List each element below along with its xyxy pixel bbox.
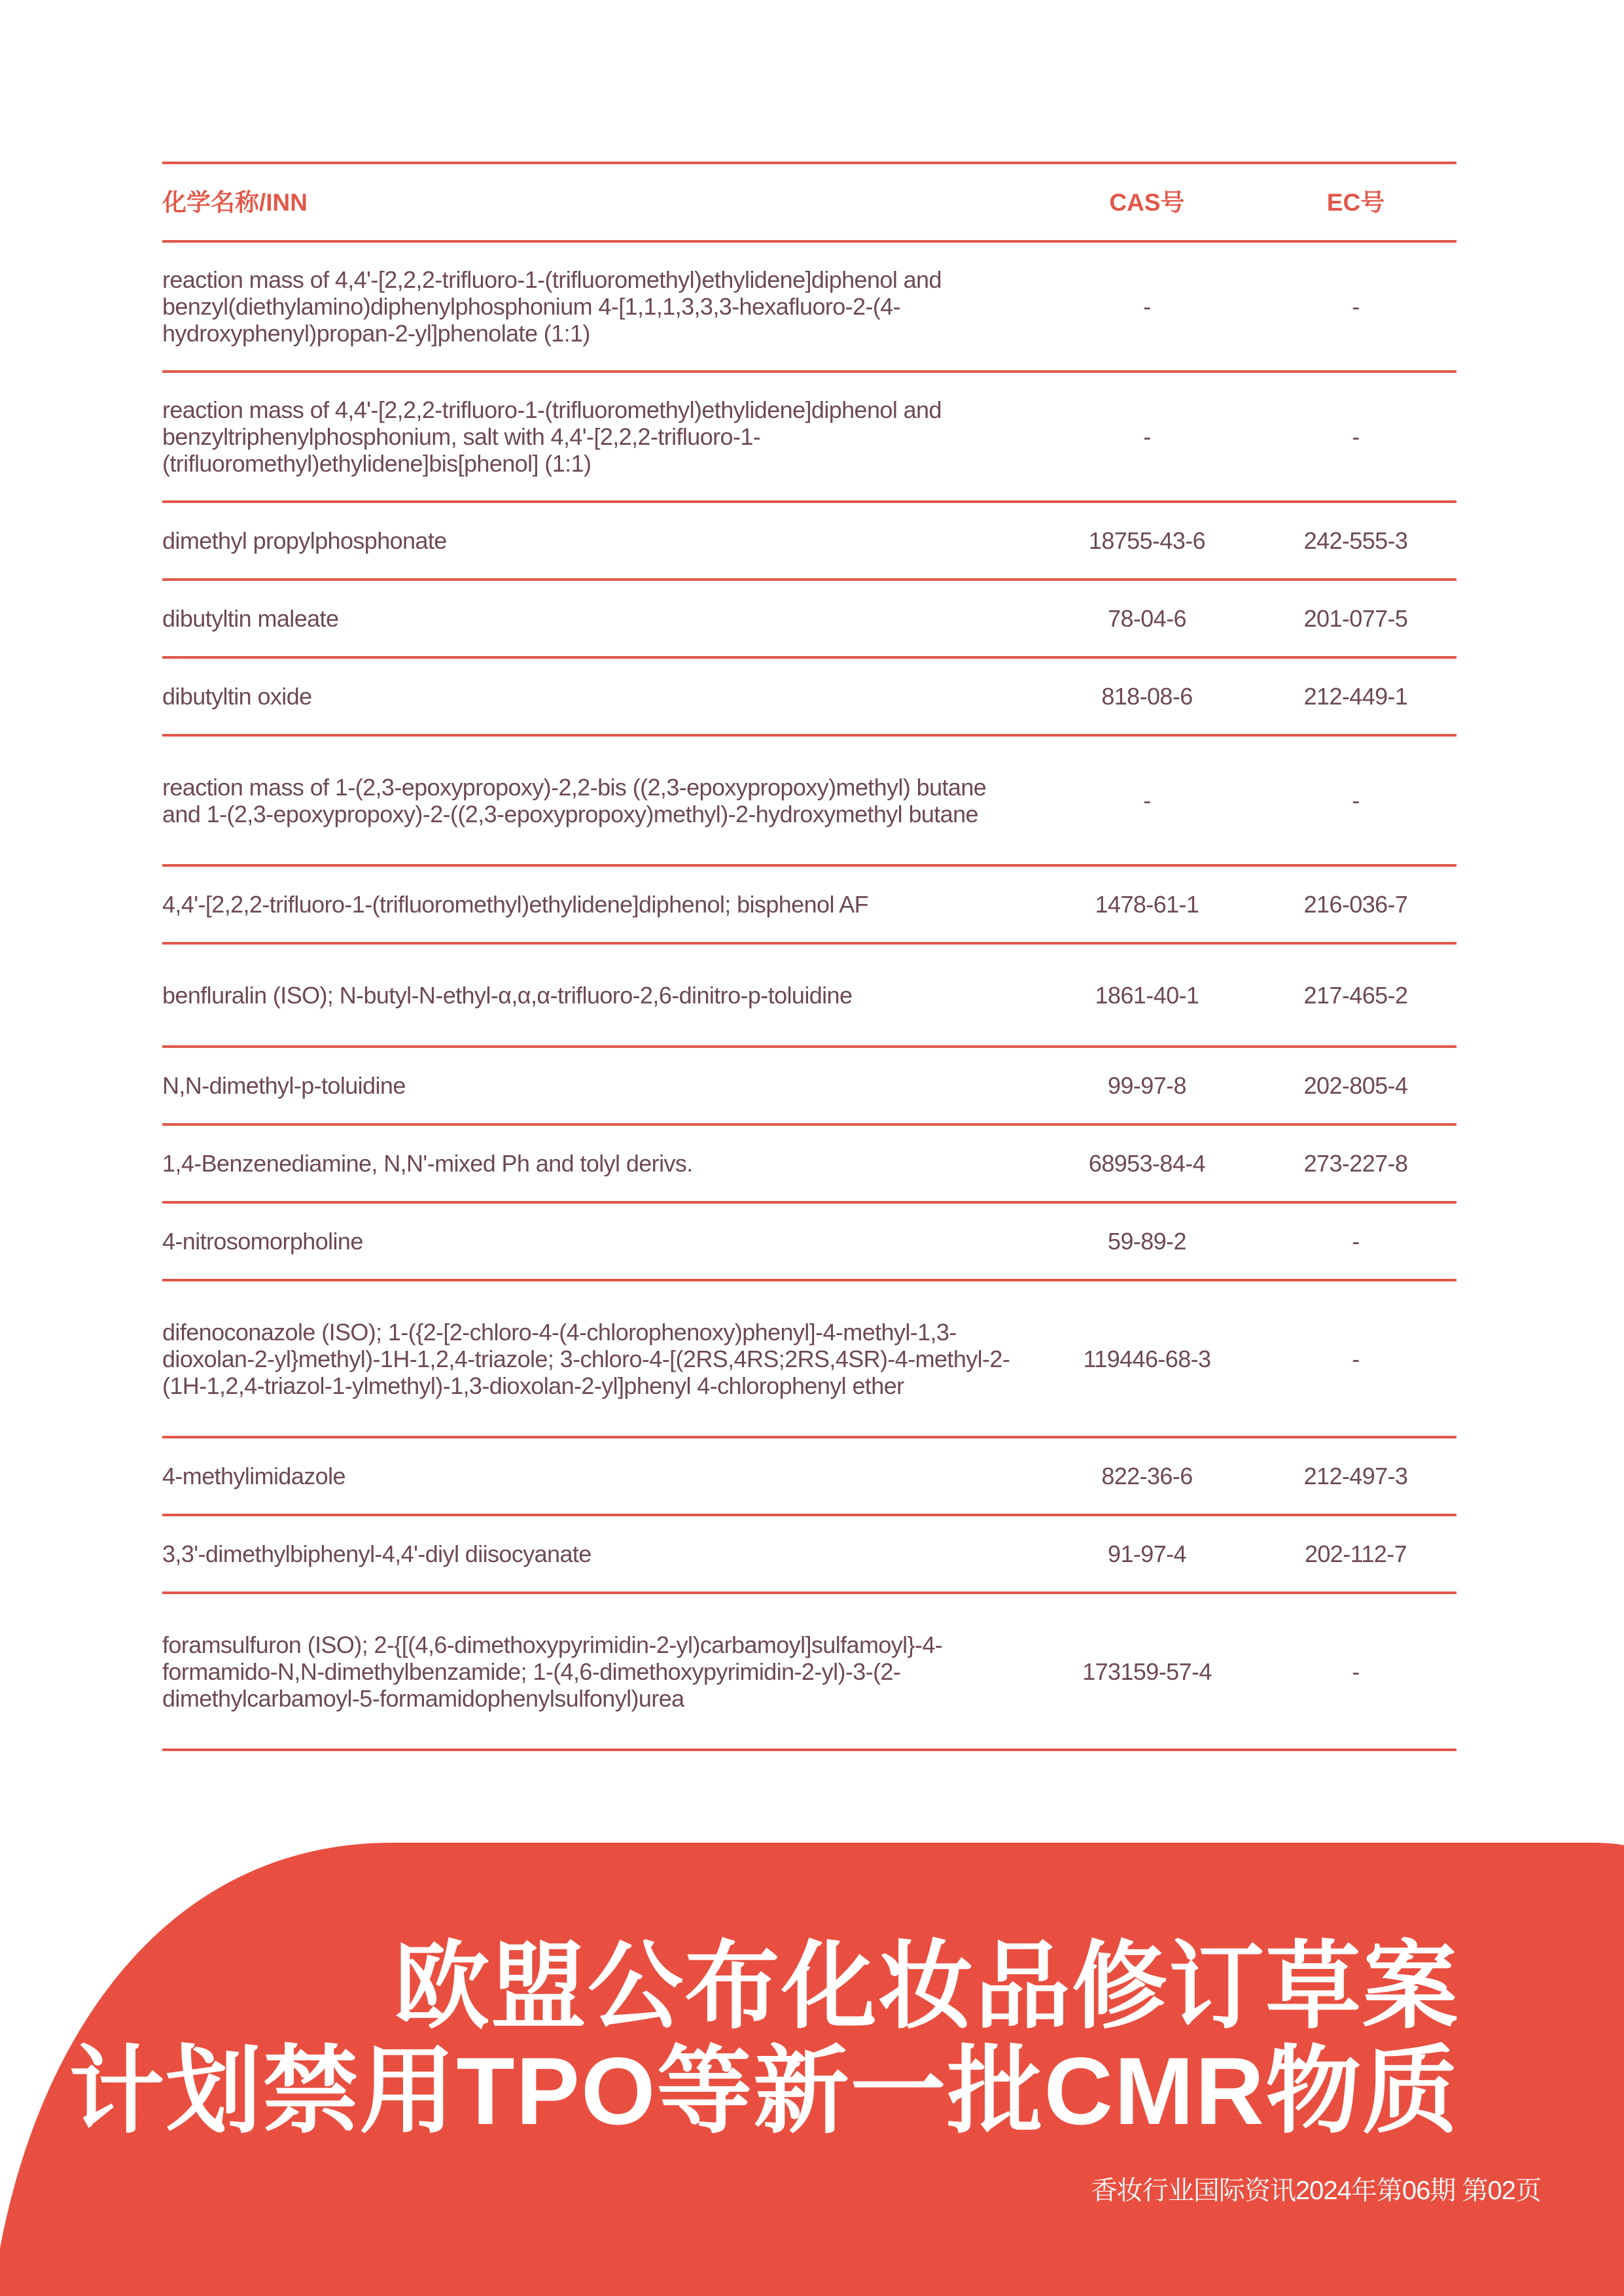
chemical-name: reaction mass of 4,4'-[2,2,2-trifluoro-1-(trifluoromethyl)ethylidene]diphenol and benzyltriphenylphosphonium, salt with 4,4'-[2,2,2-trifluoro-1-(trifluoromethyl)ethylidene]bis[phenol] (1:1)	[162, 396, 942, 477]
chemical-name: 3,3'-dimethylbiphenyl-4,4'-diyl diisocyanate	[162, 1540, 591, 1567]
ec-number: 212-497-3	[1303, 1463, 1408, 1489]
cas-number: 78-04-6	[1108, 605, 1186, 632]
chemical-name: 4-methylimidazole	[162, 1463, 345, 1489]
table-row	[162, 867, 1456, 942]
issue-page-footer: 香妆行业国际资讯2024年第06期 第02页	[1091, 2176, 1541, 2205]
header-chemical-name: 化学名称/INN	[162, 188, 308, 216]
banner-title-line1: 欧盟公布化妆品修订草案	[394, 1933, 1459, 2040]
cas-number: -	[1143, 293, 1151, 320]
ec-number: 273-227-8	[1303, 1150, 1408, 1177]
cas-number: -	[1143, 423, 1151, 450]
chemical-name: dibutyltin maleate	[162, 605, 339, 632]
table-row	[162, 945, 1456, 1045]
ec-number: 212-449-1	[1303, 683, 1408, 710]
ec-number: 202-112-7	[1304, 1540, 1407, 1567]
substances-table	[162, 162, 1456, 1751]
chemical-name: difenoconazole (ISO); 1-({2-[2-chloro-4-(4-chlorophenoxy)phenyl]-4-methyl-1,3-dioxolan-2-yl}methyl)-1H-1,2,4-triazole; 3-chloro-4-[(2RS,4RS;2RS,4SR)-4-methyl-2-(1H-1,2,4-triazol-1-ylmethyl)-1,3-dioxolan-2-yl]phenyl 4-chlorophenyl ether	[162, 1318, 1010, 1399]
table-row	[162, 1048, 1456, 1123]
cas-number: 68953-84-4	[1088, 1150, 1206, 1177]
ec-number: 217-465-2	[1303, 981, 1408, 1009]
chemical-name: foramsulfuron (ISO); 2-{[(4,6-dimethoxypyrimidin-2-yl)carbamoyl]sulfamoyl}-4-formamido-N,N-dimethylbenzamide; 1-(4,6-dimethoxypyrimidin-2-yl)-3-(2-dimethylcarbamoyl-5-formamidophenylsulfonyl)urea	[162, 1631, 943, 1712]
ec-number: -	[1352, 787, 1360, 814]
table-row	[162, 1281, 1456, 1436]
table-row	[162, 373, 1456, 500]
ec-number: -	[1352, 423, 1360, 450]
table-header-row	[162, 164, 1456, 240]
cas-number: -	[1143, 787, 1151, 814]
banner-title-line2: 计划禁用TPO等新一批CMR物质	[69, 2038, 1459, 2144]
table-row	[162, 1438, 1456, 1514]
header-cas-number: CAS号	[1109, 188, 1185, 216]
chemical-name: 1,4-Benzenediamine, N,N'-mixed Ph and tolyl derivs.	[162, 1150, 693, 1177]
ec-number: -	[1352, 293, 1360, 320]
table-row	[162, 1594, 1456, 1748]
cas-number: 99-97-8	[1108, 1072, 1186, 1099]
cas-number: 1478-61-1	[1095, 891, 1199, 918]
chemical-name: dibutyltin oxide	[162, 683, 312, 710]
cas-number: 119446-68-3	[1083, 1345, 1211, 1372]
cas-number: 822-36-6	[1101, 1463, 1193, 1489]
table-row	[162, 243, 1456, 370]
table-bottom-rule	[162, 1748, 1456, 1751]
ec-number: -	[1352, 1658, 1360, 1685]
ec-number: -	[1352, 1228, 1360, 1255]
table-row	[162, 1204, 1456, 1279]
table-row	[162, 1516, 1456, 1592]
ec-number: 242-555-3	[1303, 527, 1408, 554]
ec-number: 201-077-5	[1303, 605, 1408, 632]
chemical-name: reaction mass of 1-(2,3-epoxypropoxy)-2,2-bis ((2,3-epoxypropoxy)methyl) butane and 1-(2,3-epoxypropoxy)-2-((2,3-epoxypropoxy)methyl)-2-hydroxymethyl butane	[162, 773, 987, 827]
ec-number: -	[1352, 1345, 1360, 1372]
chemical-name: reaction mass of 4,4'-[2,2,2-trifluoro-1-(trifluoromethyl)ethylidene]diphenol and benzyl(diethylamino)diphenylphosphonium 4-[1,1,1,3,3,3-hexafluoro-2-(4-hydroxyphenyl)propan-2-yl]phenolate (1:1)	[162, 266, 942, 347]
ec-number: 216-036-7	[1303, 891, 1408, 918]
table-row	[162, 503, 1456, 578]
cas-number: 1861-40-1	[1095, 981, 1199, 1009]
cas-number: 818-08-6	[1101, 683, 1193, 710]
banner-title	[69, 1934, 1459, 2144]
table-row	[162, 659, 1456, 734]
cas-number: 91-97-4	[1108, 1540, 1186, 1567]
cas-number: 18755-43-6	[1088, 527, 1206, 554]
cas-number: 59-89-2	[1108, 1228, 1186, 1255]
table-row	[162, 1126, 1456, 1201]
chemical-name: 4-nitrosomorpholine	[162, 1228, 363, 1255]
ec-number: 202-805-4	[1303, 1072, 1408, 1099]
table-row	[162, 737, 1456, 864]
header-ec-number: EC号	[1326, 188, 1385, 216]
chemical-name: benfluralin (ISO); N-butyl-N-ethyl-α,α,α-trifluoro-2,6-dinitro-p-toluidine	[162, 981, 853, 1009]
table-row	[162, 581, 1456, 656]
chemical-name: 4,4'-[2,2,2-trifluoro-1-(trifluoromethyl)ethylidene]diphenol; bisphenol AF	[162, 891, 869, 918]
chemical-name: N,N-dimethyl-p-toluidine	[162, 1072, 406, 1099]
cas-number: 173159-57-4	[1082, 1658, 1212, 1685]
chemical-name: dimethyl propylphosphonate	[162, 527, 447, 554]
title-banner	[0, 1843, 1624, 2296]
